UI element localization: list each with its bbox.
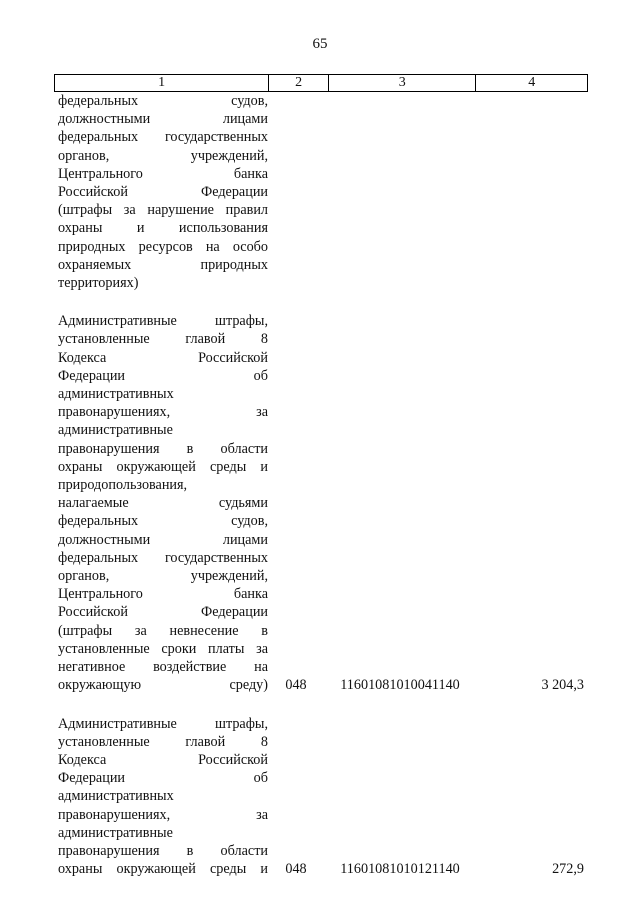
- description-line: (штрафы за невнесение в: [58, 622, 268, 639]
- description-line: правонарушения в области: [58, 842, 268, 859]
- header-col-3: 3: [328, 75, 475, 91]
- table-body: [54, 92, 588, 878]
- description-line: федеральных судов,: [58, 513, 268, 530]
- description-line: Кодекса Российской: [58, 751, 268, 768]
- description-line: Федерации об: [58, 367, 268, 384]
- header-col-1: 1: [158, 75, 166, 90]
- page-number: 65: [312, 36, 328, 52]
- description-line: административных: [58, 788, 174, 805]
- row-gap: [54, 695, 588, 715]
- amount-cell: 272,9: [552, 861, 584, 878]
- description-line: административные: [58, 422, 173, 439]
- description-line: установленные главой 8: [58, 733, 268, 750]
- description-line: охраны и использования: [58, 220, 268, 237]
- description-line: административных: [58, 386, 174, 403]
- description-line: Административные штрафы,: [58, 313, 268, 330]
- description-line: Российской Федерации: [58, 184, 268, 201]
- description-line: федеральных государственных: [58, 549, 268, 566]
- budget-table: [54, 74, 588, 878]
- description-line: правонарушениях, за: [58, 404, 268, 421]
- description-line: Федерации об: [58, 770, 268, 787]
- description-line: должностными лицами: [58, 531, 268, 548]
- description-line: налагаемые судьями: [58, 495, 268, 512]
- description-line: административные: [58, 824, 173, 841]
- row-description: [58, 312, 268, 694]
- description-line: Центрального банка: [58, 586, 268, 603]
- amount-cell: 3 204,3: [541, 677, 584, 694]
- description-line: окружающую среду): [58, 677, 268, 694]
- description-line: охраны окружающей среды и: [58, 458, 268, 475]
- table-row: [54, 92, 588, 292]
- header-col-2: 2: [268, 75, 328, 91]
- row-description: [58, 715, 268, 879]
- description-line: охраны окружающей среды и: [58, 861, 268, 878]
- description-line: негативное воздействие на: [58, 659, 268, 676]
- row-description: [58, 92, 268, 292]
- description-line: Административные штрафы,: [58, 715, 268, 732]
- description-line: федеральных государственных: [58, 129, 268, 146]
- description-line: органов, учреждений,: [58, 147, 268, 164]
- table-header-row: [54, 74, 588, 92]
- description-line: Центрального банка: [58, 165, 268, 182]
- description-line: федеральных судов,: [58, 93, 268, 109]
- description-line: Российской Федерации: [58, 604, 268, 621]
- description-line: охраняемых природных: [58, 256, 268, 273]
- description-line: правонарушениях, за: [58, 806, 268, 823]
- description-line: должностными лицами: [58, 111, 268, 128]
- admin-code-cell: 048: [285, 861, 307, 878]
- description-line: Кодекса Российской: [58, 349, 268, 366]
- description-line: природопользования,: [58, 477, 188, 494]
- table-row: [54, 312, 588, 694]
- description-line: установленные сроки платы за: [58, 640, 268, 657]
- description-line: органов, учреждений,: [58, 568, 268, 585]
- row-gap: [54, 292, 588, 312]
- admin-code-cell: 048: [285, 677, 307, 694]
- description-line: территориях): [58, 275, 139, 292]
- description-line: правонарушения в области: [58, 440, 268, 457]
- description-line: природных ресурсов на особо: [58, 238, 268, 255]
- budget-code-cell: 11601081010121140: [340, 861, 460, 878]
- table-row: [54, 715, 588, 879]
- header-col-4: 4: [475, 75, 587, 91]
- description-line: установленные главой 8: [58, 331, 268, 348]
- description-line: (штрафы за нарушение правил: [58, 202, 268, 219]
- budget-code-cell: 11601081010041140: [340, 677, 460, 694]
